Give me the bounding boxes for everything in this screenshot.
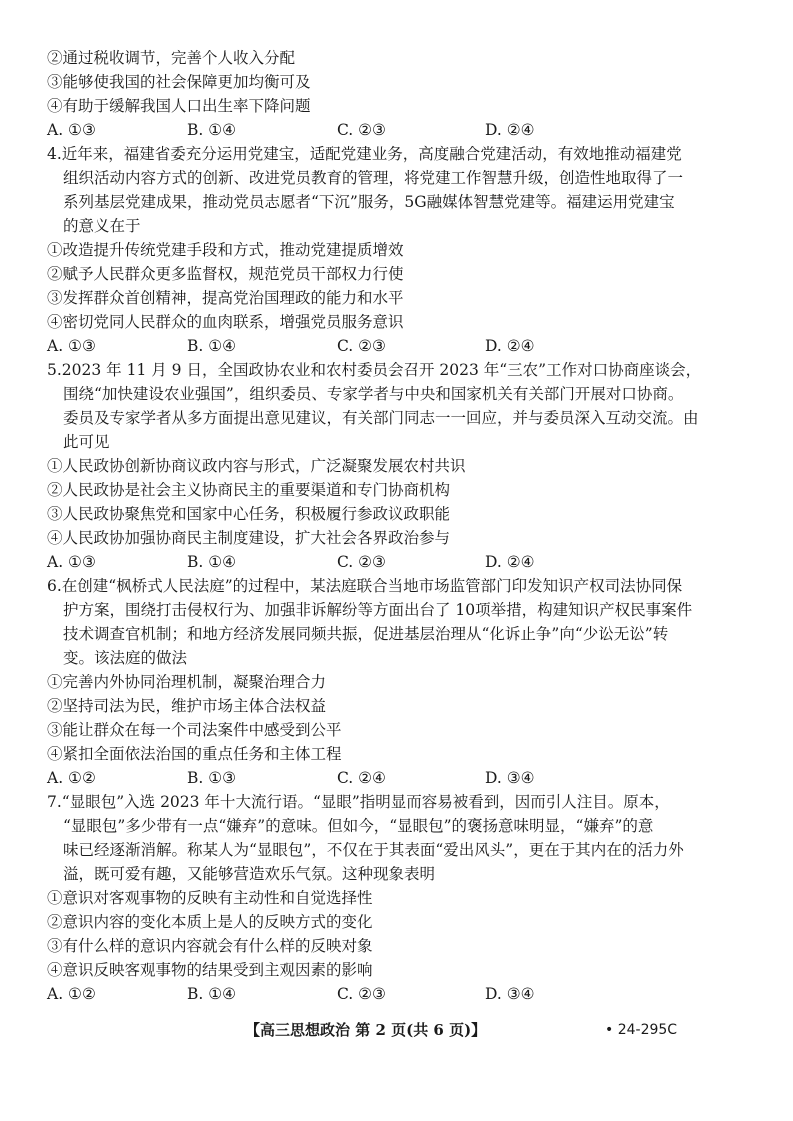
stem-line: 委员及专家学者从多方面提出意见建议，有关部门同志一一回应，并与委员深入互动交流。由 xyxy=(63,409,699,427)
question-stem xyxy=(47,142,759,238)
footer-title: 【高三思想政治 第 2 页(共 6 页)】 xyxy=(245,1021,487,1039)
stem-line: 系列基层党建成果，推动党员志愿者“下沉”服务，5G融媒体智慧党建等。福建运用党建宝 xyxy=(63,193,675,211)
option-c: C. ②③ xyxy=(337,121,386,139)
stem-line: 4.近年来，福建省委充分运用党建宝，适配党建业务，高度融合党建活动，有效地推动福建党 xyxy=(47,145,682,163)
stem-line: “显眼包”多少带有一点“嫌弃”的意味。但如今，“显眼包”的褒扬意味明显，“嫌弃”的意 xyxy=(63,817,654,835)
answer-options xyxy=(47,982,759,1006)
choice-line: ②人民政协是社会主义协商民主的重要渠道和专门协商机构 xyxy=(47,481,451,499)
choice-line: ④有助于缓解我国人口出生率下降问题 xyxy=(47,97,311,115)
choice-line: ③发挥群众首创精神，提高党治国理政的能力和水平 xyxy=(47,289,404,307)
choice-line: ①完善内外协同治理机制，凝聚治理合力 xyxy=(47,673,327,691)
choice-line: ③有什么样的意识内容就会有什么样的反映对象 xyxy=(47,937,373,955)
option-d: D. ②④ xyxy=(485,121,535,139)
choice-line: ②坚持司法为民，维护市场主体合法权益 xyxy=(47,697,327,715)
option-b: B. ①④ xyxy=(187,553,237,571)
option-a: A. ①② xyxy=(47,769,96,787)
option-c: C. ②④ xyxy=(337,769,386,787)
question-stem xyxy=(47,574,759,670)
answer-options xyxy=(47,550,759,574)
option-c: C. ②③ xyxy=(337,553,386,571)
question-stem xyxy=(47,790,759,886)
choice-line: ①意识对客观事物的反映有主动性和自觉选择性 xyxy=(47,889,373,907)
question-7 xyxy=(47,790,759,1006)
option-d: D. ②④ xyxy=(485,337,535,355)
option-c: C. ②③ xyxy=(337,985,386,1003)
stem-line: 7.“显眼包”入选 2023 年十大流行语。“显眼”指明显而容易被看到，因而引人注目。原本， xyxy=(47,793,670,811)
option-a: A. ①③ xyxy=(47,553,96,571)
choice-line: ①人民政协创新协商议政内容与形式，广泛凝聚发展农村共识 xyxy=(47,457,466,475)
choice-line: ③人民政协聚焦党和国家中心任务，积极履行参政议政职能 xyxy=(47,505,451,523)
option-b: B. ①④ xyxy=(187,337,237,355)
option-b: B. ①④ xyxy=(187,121,237,139)
option-a: A. ①③ xyxy=(47,337,96,355)
choice-line: ②赋予人民群众更多监督权，规范党员干部权力行使 xyxy=(47,265,404,283)
choice-line: ①改造提升传统党建手段和方式，推动党建提质增效 xyxy=(47,241,404,259)
q3-continued xyxy=(47,46,759,142)
stem-line: 技术调查官机制；和地方经济发展同频共振，促进基层治理从“化诉止争”向“少讼无讼”转 xyxy=(63,625,669,643)
stem-line: 护方案，围绕打击侵权行为、加强非诉解纷等方面出台了 10项举措，构建知识产权民事案件 xyxy=(63,601,693,619)
stem-line: 组织活动内容方式的创新、改进党员教育的管理，将党建工作智慧升级，创造性地取得了一 xyxy=(63,169,684,187)
answer-options xyxy=(47,766,759,790)
choice-line: ④人民政协加强协商民主制度建设，扩大社会各界政治参与 xyxy=(47,529,451,547)
answer-options xyxy=(47,118,759,142)
stem-line: 溢，既可爱有趣，又能够营造欢乐气氛。这种现象表明 xyxy=(63,865,436,883)
question-5 xyxy=(47,358,759,574)
choice-line: ③能让群众在每一个司法案件中感受到公平 xyxy=(47,721,342,739)
choice-line: ④密切党同人民群众的血肉联系，增强党员服务意识 xyxy=(47,313,404,331)
option-a: A. ①② xyxy=(47,985,96,1003)
stem-line: 围绕“加快建设农业强国”，组织委员、专家学者与中央和国家机关有关部门开展对口协商。 xyxy=(63,385,684,403)
option-d: D. ②④ xyxy=(485,553,535,571)
stem-line: 变。该法庭的做法 xyxy=(63,649,188,667)
stem-line: 5.2023 年 11 月 9 日，全国政协农业和农村委员会召开 2023 年“三农”工作对口协商座谈会， xyxy=(47,361,702,379)
option-a: A. ①③ xyxy=(47,121,96,139)
option-b: B. ①④ xyxy=(187,985,237,1003)
stem-line: 的意义在于 xyxy=(63,217,141,235)
stem-line: 6.在创建“枫桥式人民法庭”的过程中，某法庭联合当地市场监管部门印发知识产权司法协同保 xyxy=(47,577,683,595)
choice-line: ④意识反映客观事物的结果受到主观因素的影响 xyxy=(47,961,373,979)
option-d: D. ③④ xyxy=(485,769,535,787)
option-b: B. ①③ xyxy=(187,769,237,787)
option-c: C. ②③ xyxy=(337,337,386,355)
question-stem xyxy=(47,358,759,454)
footer-code: • 24-295C xyxy=(605,1022,678,1038)
stem-line: 此可见 xyxy=(63,433,110,451)
choice-line: ②通过税收调节，完善个人收入分配 xyxy=(47,49,296,67)
choice-line: ④紧扣全面依法治国的重点任务和主体工程 xyxy=(47,745,342,763)
answer-options xyxy=(47,334,759,358)
option-d: D. ③④ xyxy=(485,985,535,1003)
stem-line: 味已经逐渐消解。称某人为“显眼包”，不仅在于其表面“爱出风头”，更在于其内在的活力外 xyxy=(63,841,684,859)
question-6 xyxy=(47,574,759,790)
page-footer xyxy=(0,1018,793,1042)
page-content xyxy=(47,46,759,1006)
choice-line: ②意识内容的变化本质上是人的反映方式的变化 xyxy=(47,913,373,931)
question-4 xyxy=(47,142,759,358)
choice-line: ③能够使我国的社会保障更加均衡可及 xyxy=(47,73,311,91)
